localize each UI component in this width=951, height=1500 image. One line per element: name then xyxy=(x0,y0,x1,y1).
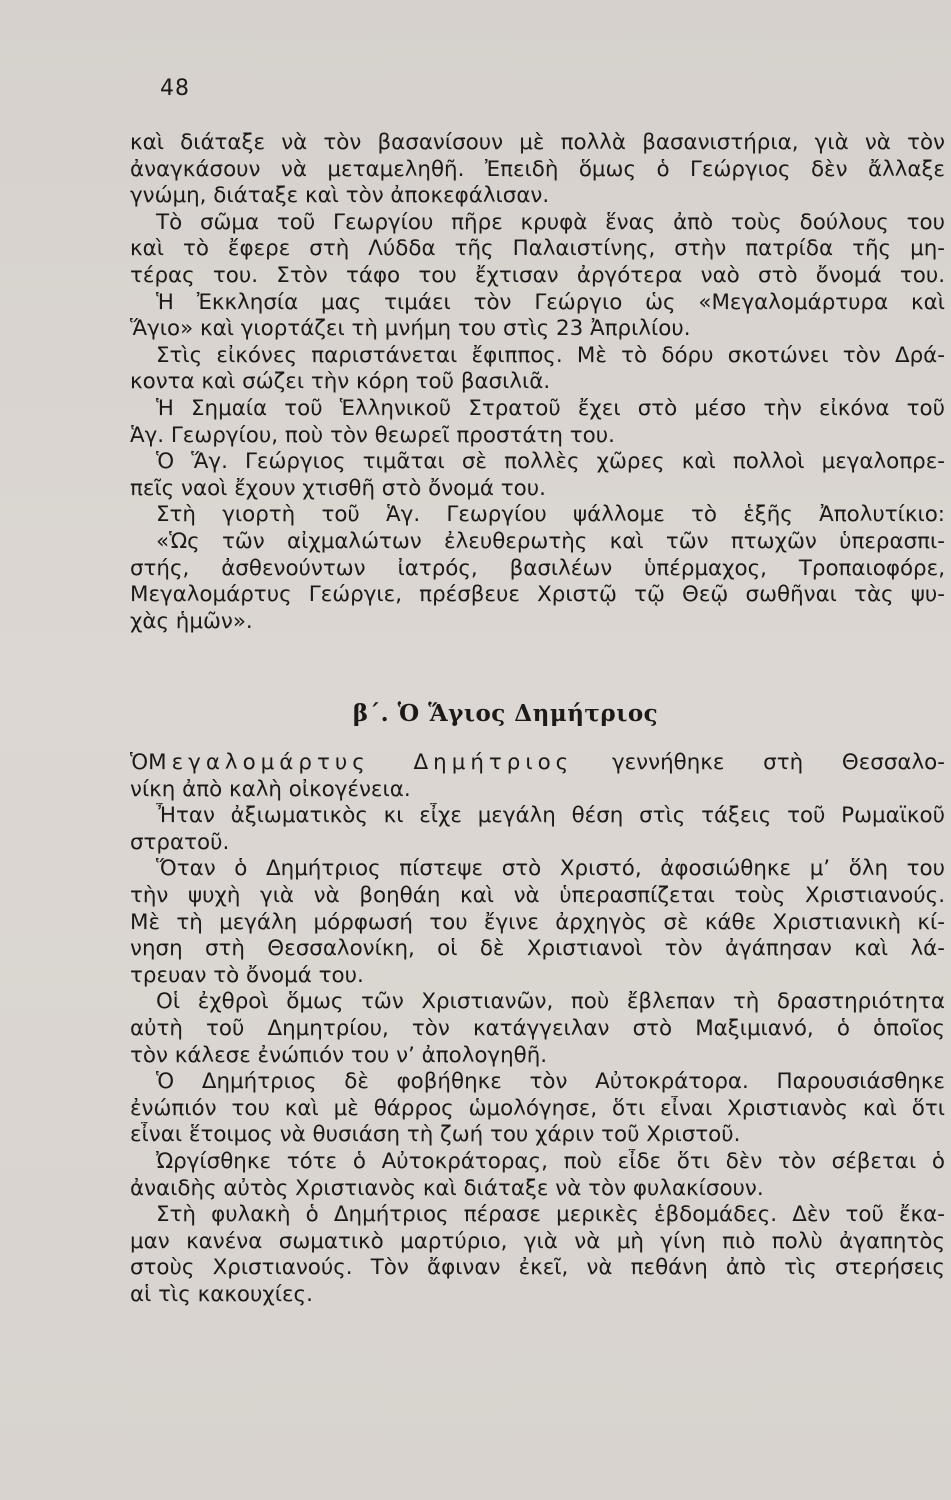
paragraph-line: ἀναγκάσουν νὰ μεταμεληθῆ. Ἐπειδὴ ὅμως ὁ Γεώργιος δὲν ἄλλαξε xyxy=(130,156,945,182)
section-dimitrios-text xyxy=(130,750,945,1308)
paragraph-line: Μὲ τὴ μεγάλη μόρφωσή του ἔγινε ἀρχηγὸς σὲ κάθε Χριστιανικὴ κί- xyxy=(130,909,945,935)
section-heading: β΄. Ὁ Ἅγιος Δημήτριος xyxy=(352,700,659,727)
paragraph-line: πεῖς ναοὶ ἔχουν χτισθῆ στὸ ὄνομά του. xyxy=(130,475,546,501)
paragraph-line: στής, ἀσθενούντων ἰατρός, βασιλέων ὑπέρμαχος, Τροπαιοφόρε, xyxy=(130,555,945,581)
paragraph-line: «Ὡς τῶν αἰχμαλώτων ἐλευθερωτὴς καὶ τῶν πτωχῶν ὑπερασπι- xyxy=(156,528,945,554)
page-number: 48 xyxy=(160,76,190,101)
paragraph-line: κοντα καὶ σώζει τὴν κόρη τοῦ βασιλιᾶ. xyxy=(130,369,551,395)
opening-word: Ὁ xyxy=(130,750,149,775)
paragraph-line: Ἅγιο» καὶ γιορτάζει τὴ μνήμη του στὶς 23 Ἀπριλίου. xyxy=(130,316,691,342)
paragraph-line xyxy=(130,750,945,777)
section-dimitrios-lines xyxy=(130,777,945,1309)
paragraph-line: Ἡ Σημαία τοῦ Ἑλληνικοῦ Στρατοῦ ἔχει στὸ μέσο τὴν εἰκόνα τοῦ xyxy=(156,395,945,421)
paragraph-line: Ὁ Ἅγ. Γεώργιος τιμᾶται σὲ πολλὲς χῶρες καὶ πολλοὶ μεγαλοπρε- xyxy=(156,449,945,475)
paragraph-line: τὸν κάλεσε ἐνώπιόν του ν’ ἀπολογηθῆ. xyxy=(130,1042,548,1068)
paragraph-line: γνώμη, διάταξε καὶ τὸν ἀποκεφάλισαν. xyxy=(130,183,550,209)
paragraph-line: στρατοῦ. xyxy=(130,829,230,855)
paragraph-line: καὶ διάταξε νὰ τὸν βασανίσουν μὲ πολλὰ βασανιστήρια, γιὰ νὰ τὸν xyxy=(130,130,945,155)
paragraph-line: Οἱ ἐχθροὶ ὅμως τῶν Χριστιανῶν, ποὺ ἔβλεπαν τὴ δραστηριότητα xyxy=(156,989,945,1015)
paragraph-line: εἶναι ἕτοιμος νὰ θυσιάση τὴ ζωή του χάριν τοῦ Χριστοῦ. xyxy=(130,1122,741,1148)
paragraph-line: Ἡ Ἐκκλησία μας τιμάει τὸν Γεώργιο ὡς «Μεγαλομάρτυρα καὶ xyxy=(156,289,945,315)
paragraph-line: νηση στὴ Θεσσαλονίκη, οἱ δὲ Χριστιανοὶ τὸν ἀγάπησαν καὶ λά- xyxy=(130,936,945,962)
paragraph-line: Ἦταν ἀξιωματικὸς κι εἶχε μεγάλη θέση στὶς τάξεις τοῦ Ρωμαϊκοῦ xyxy=(156,803,945,829)
paragraph-line: καὶ τὸ ἔφερε στὴ Λύδδα τῆς Παλαιστίνης, στὴν πατρίδα τῆς μη- xyxy=(130,236,945,262)
paragraph-line: τέρας του. Στὸν τάφο του ἔχτισαν ἀργότερα ναὸ στὸ ὄνομά του. xyxy=(130,262,945,288)
paragraph-line: Τὸ σῶμα τοῦ Γεωργίου πῆρε κρυφὰ ἕνας ἀπὸ τοὺς δούλους του xyxy=(156,209,945,235)
paragraph-line: ἐνώπιόν του καὶ μὲ θάρρος ὡμολόγησε, ὅτι εἶναι Χριστιανὸς καὶ ὅτι xyxy=(130,1095,945,1121)
paragraph-line: Μεγαλομάρτυς Γεώργιε, πρέσβευε Χριστῷ τῷ Θεῷ σωθῆναι τὰς ψυ- xyxy=(130,582,945,608)
paragraph-line: αἱ τὶς κακουχίες. xyxy=(130,1281,313,1307)
paragraph-line: τὴν ψυχὴ γιὰ νὰ βοηθάη καὶ νὰ ὑπερασπίζεται τοὺς Χριστιανούς. xyxy=(130,882,945,908)
paragraph-line: Ὅταν ὁ Δημήτριος πίστεψε στὸ Χριστό, ἀφοσιώθηκε μ’ ὅλη του xyxy=(156,856,945,882)
paragraph-line: Ὠργίσθηκε τότε ὁ Αὐτοκράτορας, ποὺ εἶδε ὅτι δὲν τὸν σέβεται ὁ xyxy=(156,1148,945,1174)
paragraph-line: χὰς ἡμῶν». xyxy=(130,608,253,634)
paragraph-line: Στὴ γιορτὴ τοῦ Ἁγ. Γεωργίου ψάλλομε τὸ ἑξῆς Ἀπολυτίκιο: xyxy=(156,502,945,528)
line-rest: γεννήθηκε στὴ Θεσσαλο- xyxy=(573,750,945,775)
paragraph-line: μαν κανένα σωματικὸ μαρτύριο, γιὰ νὰ μὴ γίνη πιὸ πολὺ ἀγαπητὸς xyxy=(130,1228,945,1254)
paragraph-line: νίκη ἀπὸ καλὴ οἰκογένεια. xyxy=(130,776,411,802)
paragraph-line: Ἁγ. Γεωργίου, ποὺ τὸν θεωρεῖ προστάτη του. xyxy=(130,422,615,448)
section-georgios-text xyxy=(130,130,945,635)
paragraph-line: στοὺς Χριστιανούς. Τὸν ἄφιναν ἐκεῖ, νὰ πεθάνη ἀπὸ τὶς στερήσεις xyxy=(130,1255,945,1281)
paragraph-line: Στὶς εἰκόνες παριστάνεται ἔφιππος. Μὲ τὸ δόρυ σκοτώνει τὸν Δρά- xyxy=(156,342,945,368)
paragraph-line: Ὁ Δημήτριος δὲ φοβήθηκε τὸν Αὐτοκράτορα. Παρουσιάσθηκε xyxy=(156,1069,945,1095)
paragraph-line: τρευαν τὸ ὄνομά του. xyxy=(130,962,364,988)
paragraph-line: ἀναιδὴς αὐτὸς Χριστιανὸς καὶ διάταξε νὰ τὸν φυλακίσουν. xyxy=(130,1175,764,1201)
paragraph-line: Στὴ φυλακὴ ὁ Δημήτριος πέρασε μερικὲς ἑβδομάδες. Δὲν τοῦ ἔκα- xyxy=(156,1202,945,1228)
paragraph-line: αὐτὴ τοῦ Δημητρίου, τὸν κατάγγειλαν στὸ Μαξιμιανό, ὁ ὁποῖος xyxy=(130,1015,945,1041)
spaced-name: Μεγαλομάρτυς Δημήτριος xyxy=(148,750,574,775)
